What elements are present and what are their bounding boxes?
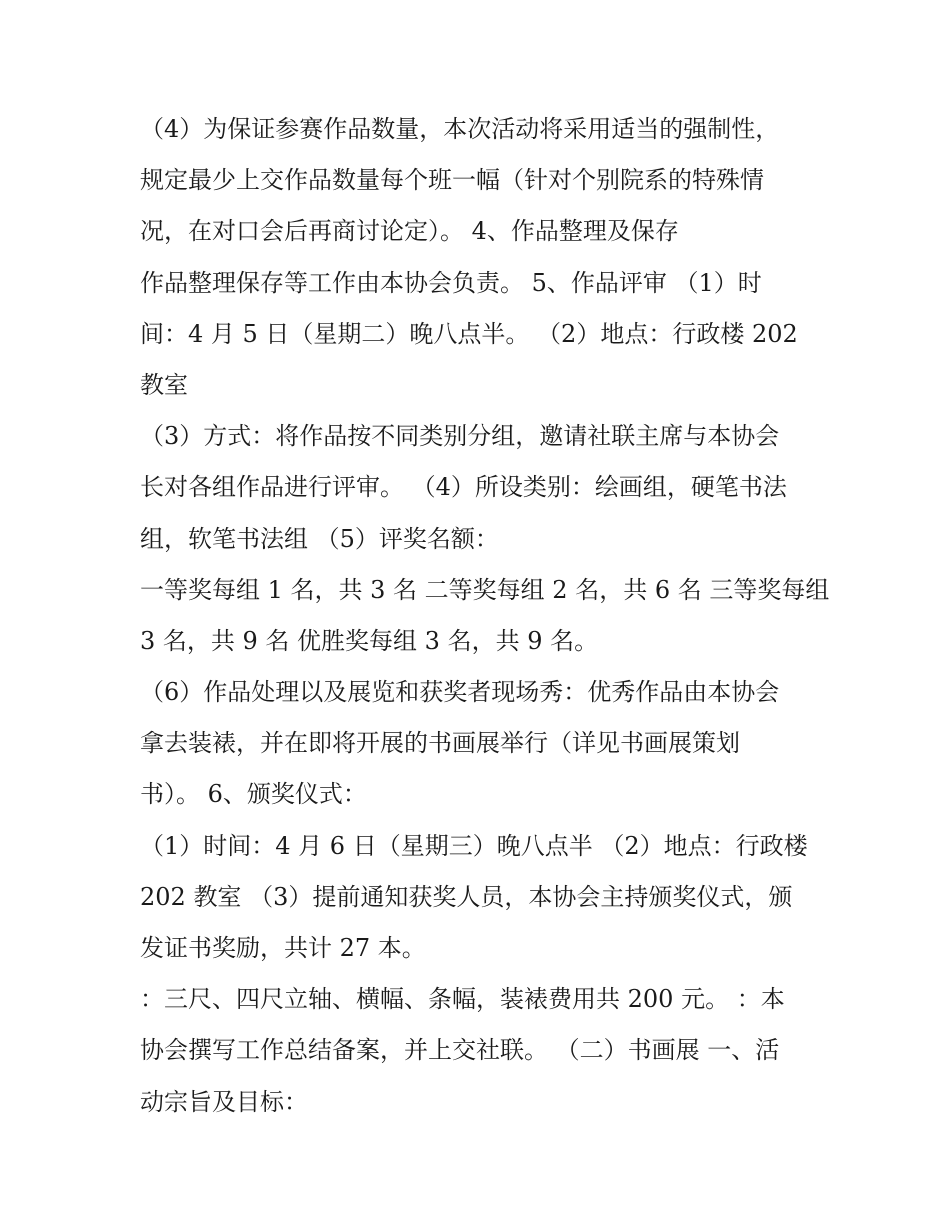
text-line: 况，在对口会后再商讨论定）。 4、作品整理及保存 [140,217,679,246]
text-line: 拿去装裱，并在即将开展的书画展举行（详见书画展策划 [140,729,740,758]
text-line: 作品整理保存等工作由本协会负责。 5、作品评审 （1）时 [140,268,762,297]
text-line: 组，软笔书法组 （5）评奖名额： [140,524,499,553]
text-line: 书）。 6、颁奖仪式： [140,780,367,809]
text-line: 教室 [140,370,188,399]
text-line: ：三尺、四尺立轴、横幅、条幅，装裱费用共 200 元。 ：本 [140,985,785,1014]
text-line: 间：4 月 5 日（星期二）晚八点半。 （2）地点：行政楼 202 [140,319,798,348]
text-line: （6）作品处理以及展览和获奖者现场秀：优秀作品由本协会 [140,678,780,707]
text-line: 协会撰写工作总结备案，并上交社联。 （二）书画展 一、活 [140,1036,780,1065]
text-line: 一等奖每组 1 名，共 3 名 二等奖每组 2 名，共 6 名 三等奖每组 [140,575,830,604]
text-line: （4）为保证参赛作品数量，本次活动将采用适当的强制性， [140,115,780,143]
text-line: 长对各组作品进行评审。 （4）所设类别：绘画组，硬笔书法 [140,473,787,502]
text-line: 动宗旨及目标： [140,1087,308,1116]
text-line: （3）方式：将作品按不同类别分组，邀请社联主席与本协会 [140,422,780,451]
text-line: 202 教室 （3）提前通知获奖人员，本协会主持颁奖仪式，颁 [140,882,793,911]
text-line: 规定最少上交作品数量每个班一幅（针对个别院系的特殊情 [140,166,764,195]
text-line: 发证书奖励，共计 27 本。 [140,934,426,962]
document-body [140,104,830,1128]
text-line: 3 名，共 9 名 优胜奖每组 3 名，共 9 名。 [140,626,599,655]
text-line: （1）时间：4 月 6 日（星期三）晚八点半 （2）地点：行政楼 [140,831,808,860]
